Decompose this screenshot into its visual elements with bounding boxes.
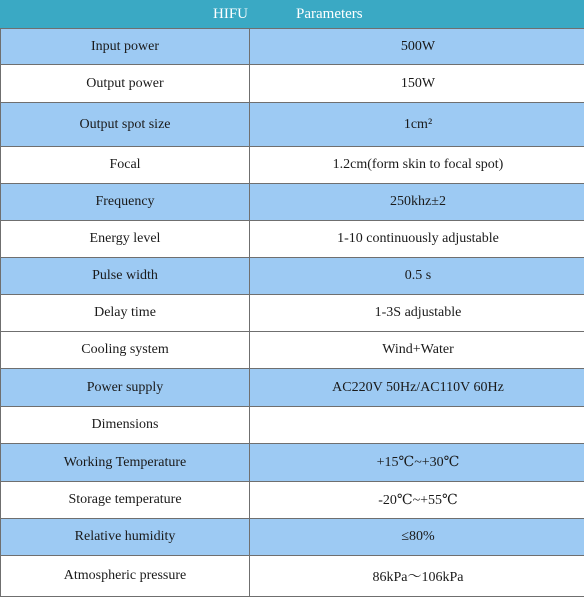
- table-row: [1, 556, 584, 597]
- row-value: ≤80%: [250, 519, 584, 556]
- row-value: Wind+Water: [250, 332, 584, 369]
- table-row: [1, 221, 584, 258]
- row-value: 1-3S adjustable: [250, 295, 584, 332]
- table-row: [1, 407, 584, 444]
- row-label: Energy level: [1, 221, 250, 258]
- table-row: [1, 258, 584, 295]
- row-label: Focal: [1, 147, 250, 184]
- row-label: Working Temperature: [1, 444, 250, 482]
- header-hifu: HIFU: [213, 6, 248, 23]
- row-label: Output spot size: [1, 103, 250, 147]
- row-value: 1.2cm(form skin to focal spot): [250, 147, 584, 184]
- row-value: -20℃~+55℃: [250, 482, 584, 519]
- row-value: AC220V 50Hz/AC110V 60Hz: [250, 369, 584, 407]
- table-row: [1, 65, 584, 103]
- row-label: Relative humidity: [1, 519, 250, 556]
- table-row: [1, 482, 584, 519]
- table-row: [1, 184, 584, 221]
- table-row: [1, 103, 584, 147]
- table-row: [1, 369, 584, 407]
- row-label: Storage temperature: [1, 482, 250, 519]
- row-value: +15℃~+30℃: [250, 444, 584, 482]
- row-label: Dimensions: [1, 407, 250, 444]
- row-value: 0.5 s: [250, 258, 584, 295]
- row-label: Atmospheric pressure: [1, 556, 250, 597]
- row-value: 86kPa～106kPa: [250, 556, 584, 597]
- row-value: 1-10 continuously adjustable: [250, 221, 584, 258]
- row-label: Cooling system: [1, 332, 250, 369]
- table-row: [1, 29, 584, 65]
- row-label: Input power: [1, 29, 250, 65]
- row-label: Frequency: [1, 184, 250, 221]
- header-parameters: Parameters: [296, 6, 363, 23]
- row-label: Pulse width: [1, 258, 250, 295]
- row-label: Delay time: [1, 295, 250, 332]
- row-value: 250khz±2: [250, 184, 584, 221]
- row-value: 150W: [250, 65, 584, 103]
- table-header: [0, 0, 584, 28]
- table-row: [1, 147, 584, 184]
- row-value: 500W: [250, 29, 584, 65]
- row-label: Output power: [1, 65, 250, 103]
- table-row: [1, 444, 584, 482]
- table-row: [1, 332, 584, 369]
- parameters-table: [0, 28, 584, 597]
- row-value: [250, 407, 584, 444]
- row-value: 1cm²: [250, 103, 584, 147]
- table-row: [1, 519, 584, 556]
- table-row: [1, 295, 584, 332]
- row-label: Power supply: [1, 369, 250, 407]
